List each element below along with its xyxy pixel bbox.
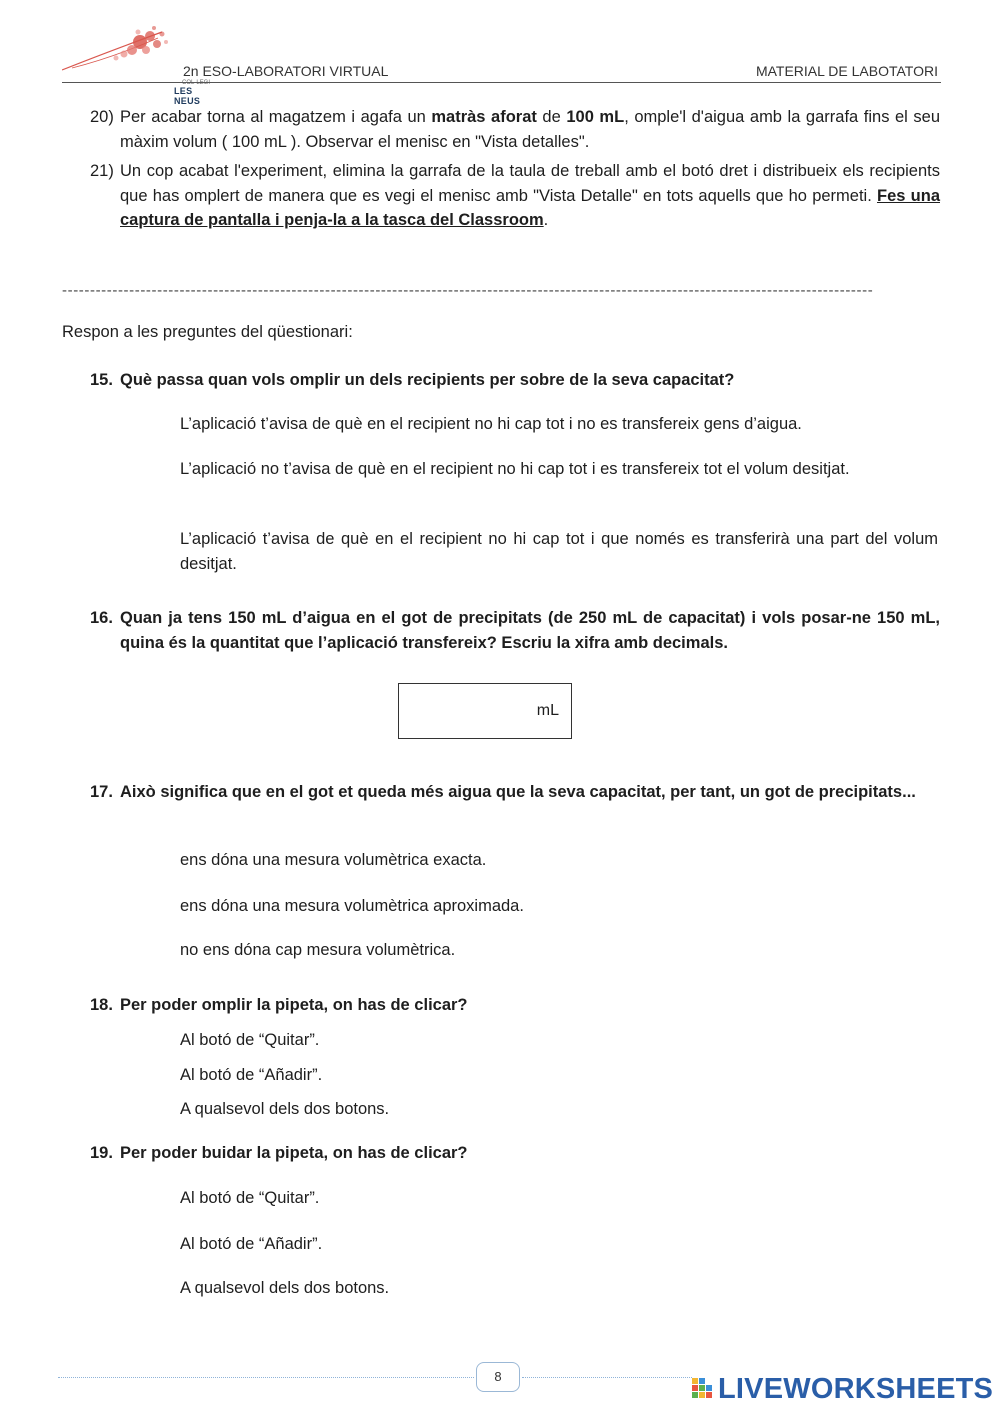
question-number: 18. xyxy=(90,996,113,1014)
question-number: 16. xyxy=(90,609,113,627)
step-text xyxy=(120,159,940,233)
q16-answer-box xyxy=(398,683,572,739)
q16-answer-input[interactable] xyxy=(403,694,533,730)
section-separator: ------------------------------------------------------------------------------------------------------------------------------------------------- xyxy=(62,282,874,299)
step-text-part: Un cop acabat l'experiment, elimina la garrafa de la taula de treball amb el botó dret i distribueix els recipients que has omplert de manera que es vegi el menisc amb "Vista Detalle" en tots aquells que ho permeti. xyxy=(120,162,940,205)
step-text-part: . xyxy=(543,211,549,229)
header-right-title: MATERIAL DE LABOTATORI xyxy=(755,63,938,79)
logo-splash-icon xyxy=(62,24,182,80)
question-16 xyxy=(90,606,940,655)
step-text-bold-underline: Fes una captura de pantalla i penja-la a la tasca del Classroom xyxy=(120,186,940,229)
step-text-part: , omple'l d'aigua amb la garrafa fins el seu màxim volum ( 100 mL ). Observar el menisc en "Vista detalles". xyxy=(120,108,940,151)
liveworksheets-brand: LIVEWORKSHEETS xyxy=(718,1373,994,1405)
footer-line-left xyxy=(58,1377,474,1378)
question-text: Què passa quan vols omplir un dels recipients per sobre de la seva capacitat? xyxy=(120,371,735,389)
step-text-bold: matràs aforat xyxy=(431,108,537,126)
school-logo xyxy=(62,24,211,106)
step-text-part: de xyxy=(536,108,567,126)
step-text xyxy=(120,105,940,154)
step-number: 20) xyxy=(90,108,114,126)
footer-line-right xyxy=(522,1377,692,1378)
step-20 xyxy=(90,105,940,154)
header-divider xyxy=(62,82,941,83)
logo-name: LES NEUS xyxy=(174,86,201,106)
question-text: Per poder omplir la pipeta, on has de clicar? xyxy=(120,996,468,1014)
page-number: 8 xyxy=(476,1362,520,1392)
question-text: Això significa que en el got et queda més aigua que la seva capacitat, per tant, un got de precipitats... xyxy=(120,783,916,801)
step-21 xyxy=(90,159,940,233)
question-15 xyxy=(90,368,940,393)
question-text: Per poder buidar la pipeta, on has de clicar? xyxy=(120,1144,468,1162)
question-18 xyxy=(90,993,940,1018)
question-number: 19. xyxy=(90,1144,113,1162)
question-number: 17. xyxy=(90,783,113,801)
question-17 xyxy=(90,780,940,805)
step-text-bold: 100 mL xyxy=(566,108,625,126)
q18-option-1[interactable]: Al botó de “Quitar”. xyxy=(180,1031,320,1049)
q19-option-3[interactable]: A qualsevol dels dos botons. xyxy=(180,1279,390,1297)
quiz-intro: Respon a les preguntes del qüestionari: xyxy=(62,323,353,341)
q18-option-3[interactable]: A qualsevol dels dos botons. xyxy=(180,1100,390,1118)
q18-option-2[interactable]: Al botó de “Añadir”. xyxy=(180,1066,323,1084)
liveworksheets-logo[interactable] xyxy=(692,1372,992,1406)
q17-option-3[interactable]: no ens dóna cap mesura volumètrica. xyxy=(180,941,456,959)
liveworksheets-blocks-icon xyxy=(692,1378,714,1400)
q19-option-2[interactable]: Al botó de “Añadir”. xyxy=(180,1235,323,1253)
q17-option-2[interactable]: ens dóna una mesura volumètrica aproximada. xyxy=(180,897,524,915)
q15-option-3[interactable]: L’aplicació t’avisa de què en el recipient no hi cap tot i que només es transferirà una part del volum desitjat. xyxy=(180,530,938,573)
q19-option-1[interactable]: Al botó de “Quitar”. xyxy=(180,1189,320,1207)
header-left-title: 2n ESO-LABORATORI VIRTUAL xyxy=(183,63,389,79)
q15-option-2[interactable]: L’aplicació no t’avisa de què en el recipient no hi cap tot i es transfereix tot el volum desitjat. xyxy=(180,460,850,478)
question-number: 15. xyxy=(90,371,113,389)
step-number: 21) xyxy=(90,162,114,180)
q17-option-1[interactable]: ens dóna una mesura volumètrica exacta. xyxy=(180,851,487,869)
q16-unit-label: mL xyxy=(536,702,559,719)
q15-option-1[interactable]: L’aplicació t’avisa de què en el recipient no hi cap tot i no es transfereix gens d’aigua. xyxy=(180,415,802,433)
logo-small-text: COL·LEGI xyxy=(182,80,211,86)
question-19 xyxy=(90,1141,940,1166)
question-text: Quan ja tens 150 mL d’aigua en el got de precipitats (de 250 mL de capacitat) i vols posar-ne 150 mL, quina és la quantitat que l’aplicació transfereix? Escriu la xifra amb decimals. xyxy=(120,609,940,652)
step-text-part: Per acabar torna al magatzem i agafa un xyxy=(120,108,432,126)
